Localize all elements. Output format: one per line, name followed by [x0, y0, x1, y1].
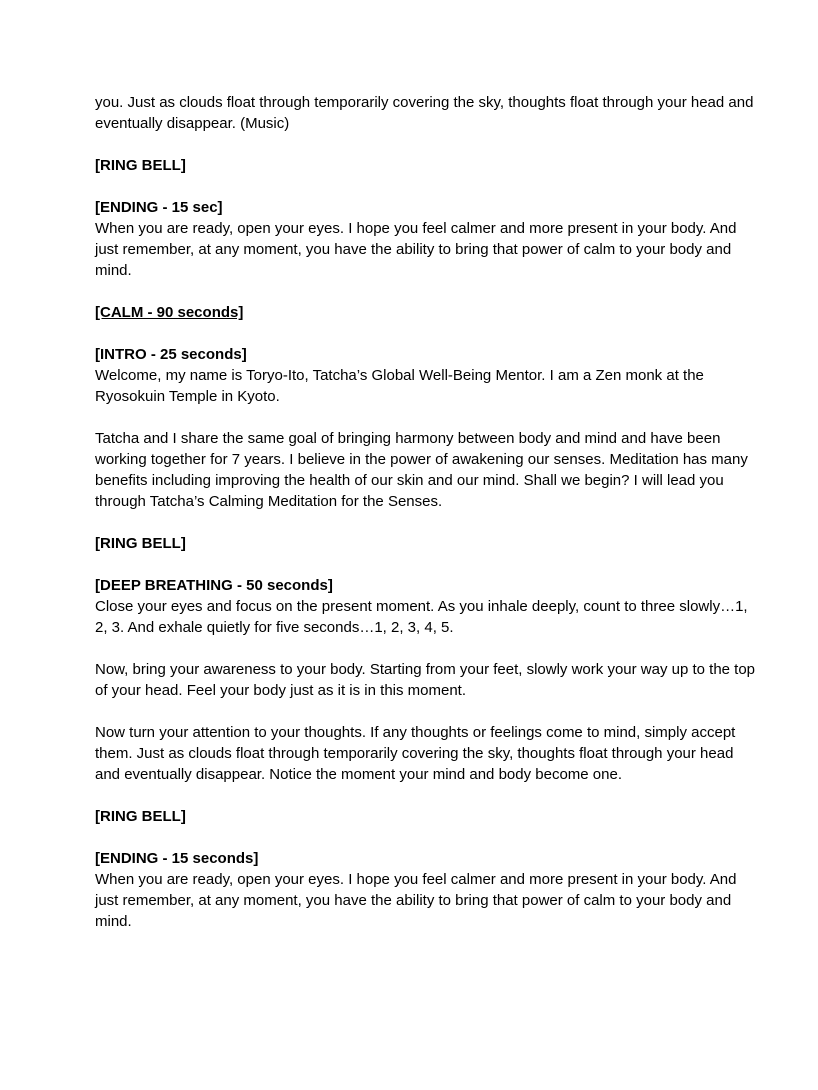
paragraph-clouds-continuation: you. Just as clouds float through temporarily covering the sky, thoughts float through your head and eventually disappear. (Music): [95, 94, 758, 132]
heading-ending-15sec: [ENDING - 15 sec]: [95, 199, 223, 216]
paragraph-thoughts-attention: Now turn your attention to your thoughts. If any thoughts or feelings come to mind, simply accept them. Just as clouds float through temporarily covering the sky, thoughts float through your head and eventually disappear. Notice the moment your mind and body become one.: [95, 724, 740, 783]
heading-ending-15-seconds: [ENDING - 15 seconds]: [95, 850, 259, 867]
paragraph-ending-body-1: When you are ready, open your eyes. I hope you feel calmer and more present in your body. And just remember, at any moment, you have the ability to bring that power of calm to your body and mind.: [95, 220, 741, 279]
section-ending-15sec: [95, 197, 760, 281]
cue-ring-bell-3: [RING BELL]: [95, 808, 186, 825]
paragraph-ending-body-2: When you are ready, open your eyes. I hope you feel calmer and more present in your body. And just remember, at any moment, you have the ability to bring that power of calm to your body and mind.: [95, 871, 741, 930]
cue-ring-bell-1: [RING BELL]: [95, 157, 186, 174]
paragraph-close-your-eyes: Close your eyes and focus on the present moment. As you inhale deeply, count to three slowly…1, 2, 3. And exhale quietly for five seconds…1, 2, 3, 4, 5.: [95, 598, 752, 636]
section-intro: [95, 344, 760, 407]
section-ending-15-seconds: [95, 848, 760, 932]
cue-ring-bell-2: [RING BELL]: [95, 535, 186, 552]
section-deep-breathing: [95, 575, 760, 638]
heading-calm-90-seconds: [CALM - 90 seconds]: [95, 304, 244, 321]
paragraph-intro-welcome: Welcome, my name is Toryo-Ito, Tatcha’s Global Well-Being Mentor. I am a Zen monk at the Ryosokuin Temple in Kyoto.: [95, 367, 709, 405]
paragraph-body-awareness: Now, bring your awareness to your body. Starting from your feet, slowly work your way up to the top of your head. Feel your body just as it is in this moment.: [95, 661, 760, 699]
heading-deep-breathing-50-seconds: [DEEP BREATHING - 50 seconds]: [95, 577, 333, 594]
paragraph-tatcha-goal: Tatcha and I share the same goal of bringing harmony between body and mind and have been working together for 7 years. I believe in the power of awakening our senses. Meditation has many benefits including improving the health of our skin and our mind. Shall we begin? I will lead you through Tatcha’s Calming Meditation for the Senses.: [95, 430, 753, 510]
heading-intro-25-seconds: [INTRO - 25 seconds]: [95, 346, 247, 363]
